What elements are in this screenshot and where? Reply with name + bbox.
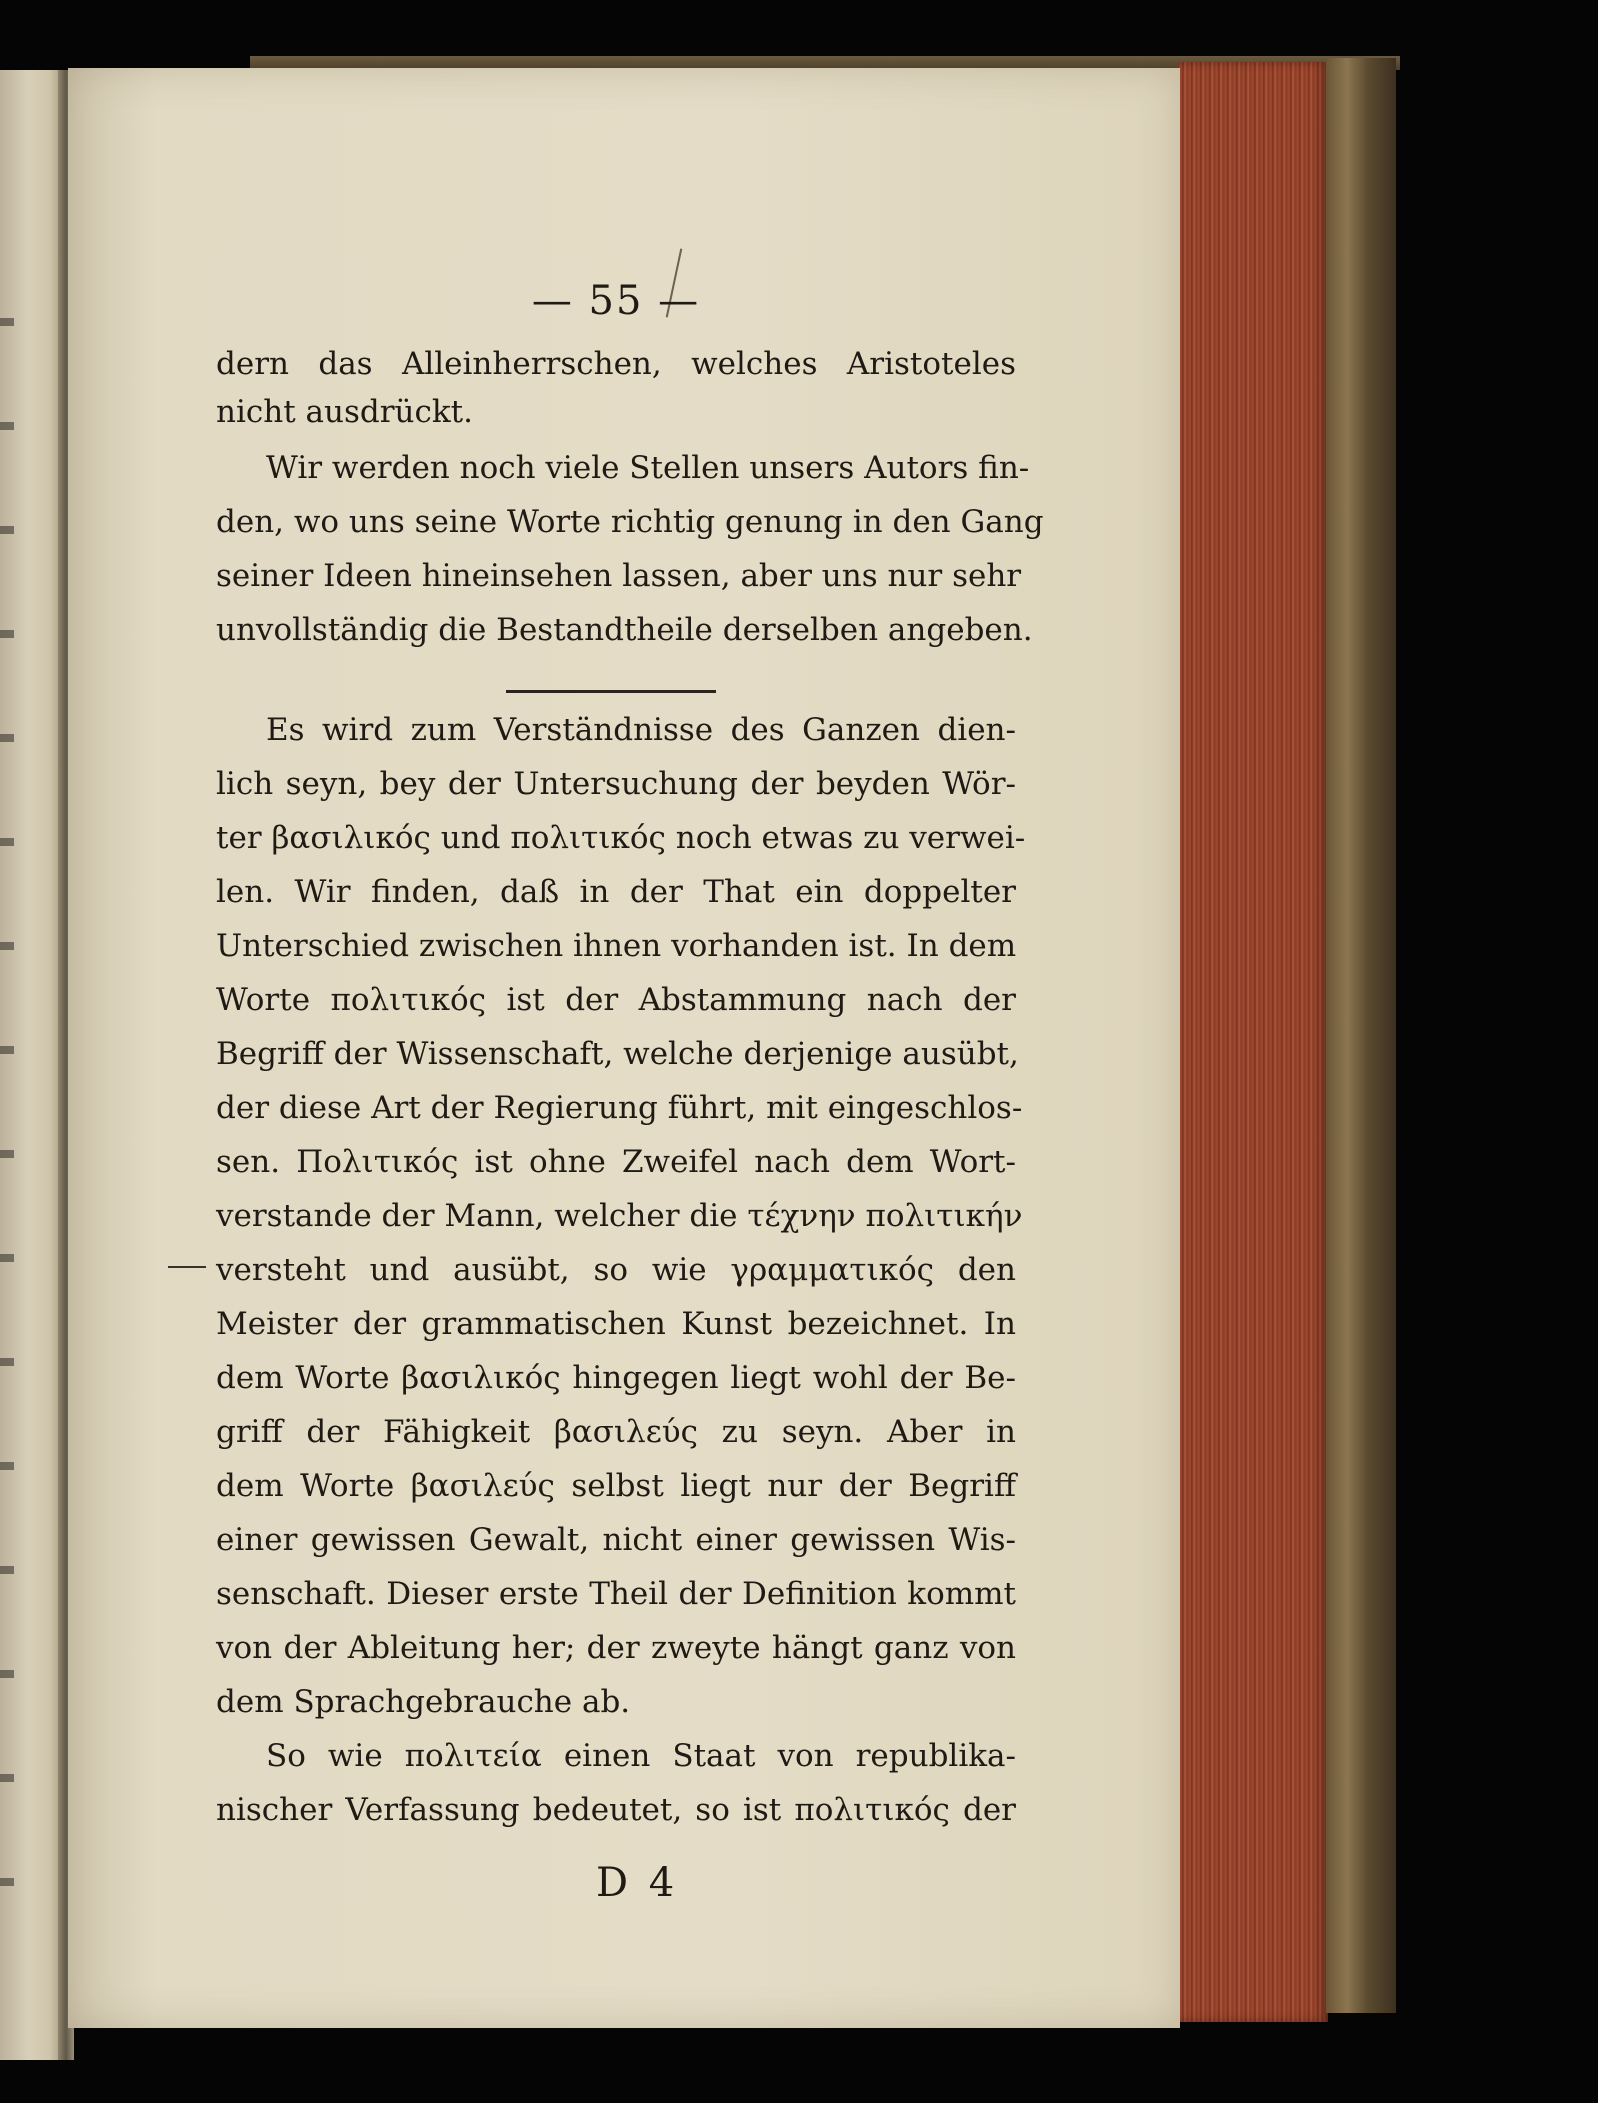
text-line: verstande der Mann, welcher die τέχνην πολιτικήν bbox=[216, 1198, 1023, 1234]
text-line: dem Worte βασιλεύς selbst liegt nur der Begriff bbox=[216, 1468, 1016, 1504]
page-header: — 55 — bbox=[531, 278, 701, 324]
text-line: Begriff der Wissenschaft, welche derjenige ausübt, bbox=[216, 1036, 1019, 1072]
page-block-edges bbox=[1178, 62, 1328, 2022]
text-line: len. Wir finden, daß in der That ein doppelter bbox=[216, 874, 1016, 910]
text-line: dern das Alleinherrschen, welches Aristoteles bbox=[216, 346, 1016, 382]
text-line: Wir werden noch viele Stellen unsers Autors fin- bbox=[266, 450, 1030, 486]
text-line: von der Ableitung her; der zweyte hängt ganz von bbox=[216, 1630, 1016, 1666]
text-line: seiner Ideen hineinsehen lassen, aber uns nur sehr bbox=[216, 558, 1022, 594]
section-rule bbox=[506, 690, 716, 693]
book-page bbox=[68, 68, 1180, 2028]
text-line: senschaft. Dieser erste Theil der Definition kommt bbox=[216, 1576, 1016, 1612]
text-line: einer gewissen Gewalt, nicht einer gewissen Wis- bbox=[216, 1522, 1016, 1558]
text-line: Unterschied zwischen ihnen vorhanden ist. In dem bbox=[216, 928, 1017, 964]
text-line: versteht und ausübt, so wie γραμματικός den bbox=[216, 1252, 1016, 1288]
text-line: den, wo uns seine Worte richtig genung in den Gang bbox=[216, 504, 1044, 540]
text-line: lich seyn, bey der Untersuchung der beyden Wör- bbox=[216, 766, 1016, 802]
text-line: der diese Art der Regierung führt, mit eingeschlos- bbox=[216, 1090, 1023, 1126]
signature-mark: D 4 bbox=[596, 1860, 679, 1906]
text-line: nischer Verfassung bedeutet, so ist πολιτικός der bbox=[216, 1792, 1016, 1828]
text-line: ter βασιλικός und πολιτικός noch etwas zu verwei- bbox=[216, 820, 1026, 856]
text-line: sen. Πολιτικός ist ohne Zweifel nach dem Wort- bbox=[216, 1144, 1016, 1180]
text-line: Worte πολιτικός ist der Abstammung nach der bbox=[216, 982, 1016, 1018]
text-line: Meister der grammatischen Kunst bezeichnet. In bbox=[216, 1306, 1016, 1342]
book-cover-edge bbox=[1326, 58, 1396, 2013]
text-line: dem Worte βασιλικός hingegen liegt wohl der Be- bbox=[216, 1360, 1016, 1396]
text-line: nicht ausdrückt. bbox=[216, 394, 473, 430]
text-line: dem Sprachgebrauche ab. bbox=[216, 1684, 631, 1720]
text-line: griff der Fähigkeit βασιλεύς zu seyn. Aber in bbox=[216, 1414, 1016, 1450]
margin-dash bbox=[168, 1266, 206, 1268]
facing-page bbox=[0, 70, 62, 2060]
facing-page-text-edge bbox=[0, 270, 14, 1970]
text-line: Es wird zum Verständnisse des Ganzen dien- bbox=[266, 712, 1016, 748]
text-line: So wie πολιτεία einen Staat von republika- bbox=[266, 1738, 1016, 1774]
text-line: unvollständig die Bestandtheile derselben angeben. bbox=[216, 612, 1033, 648]
